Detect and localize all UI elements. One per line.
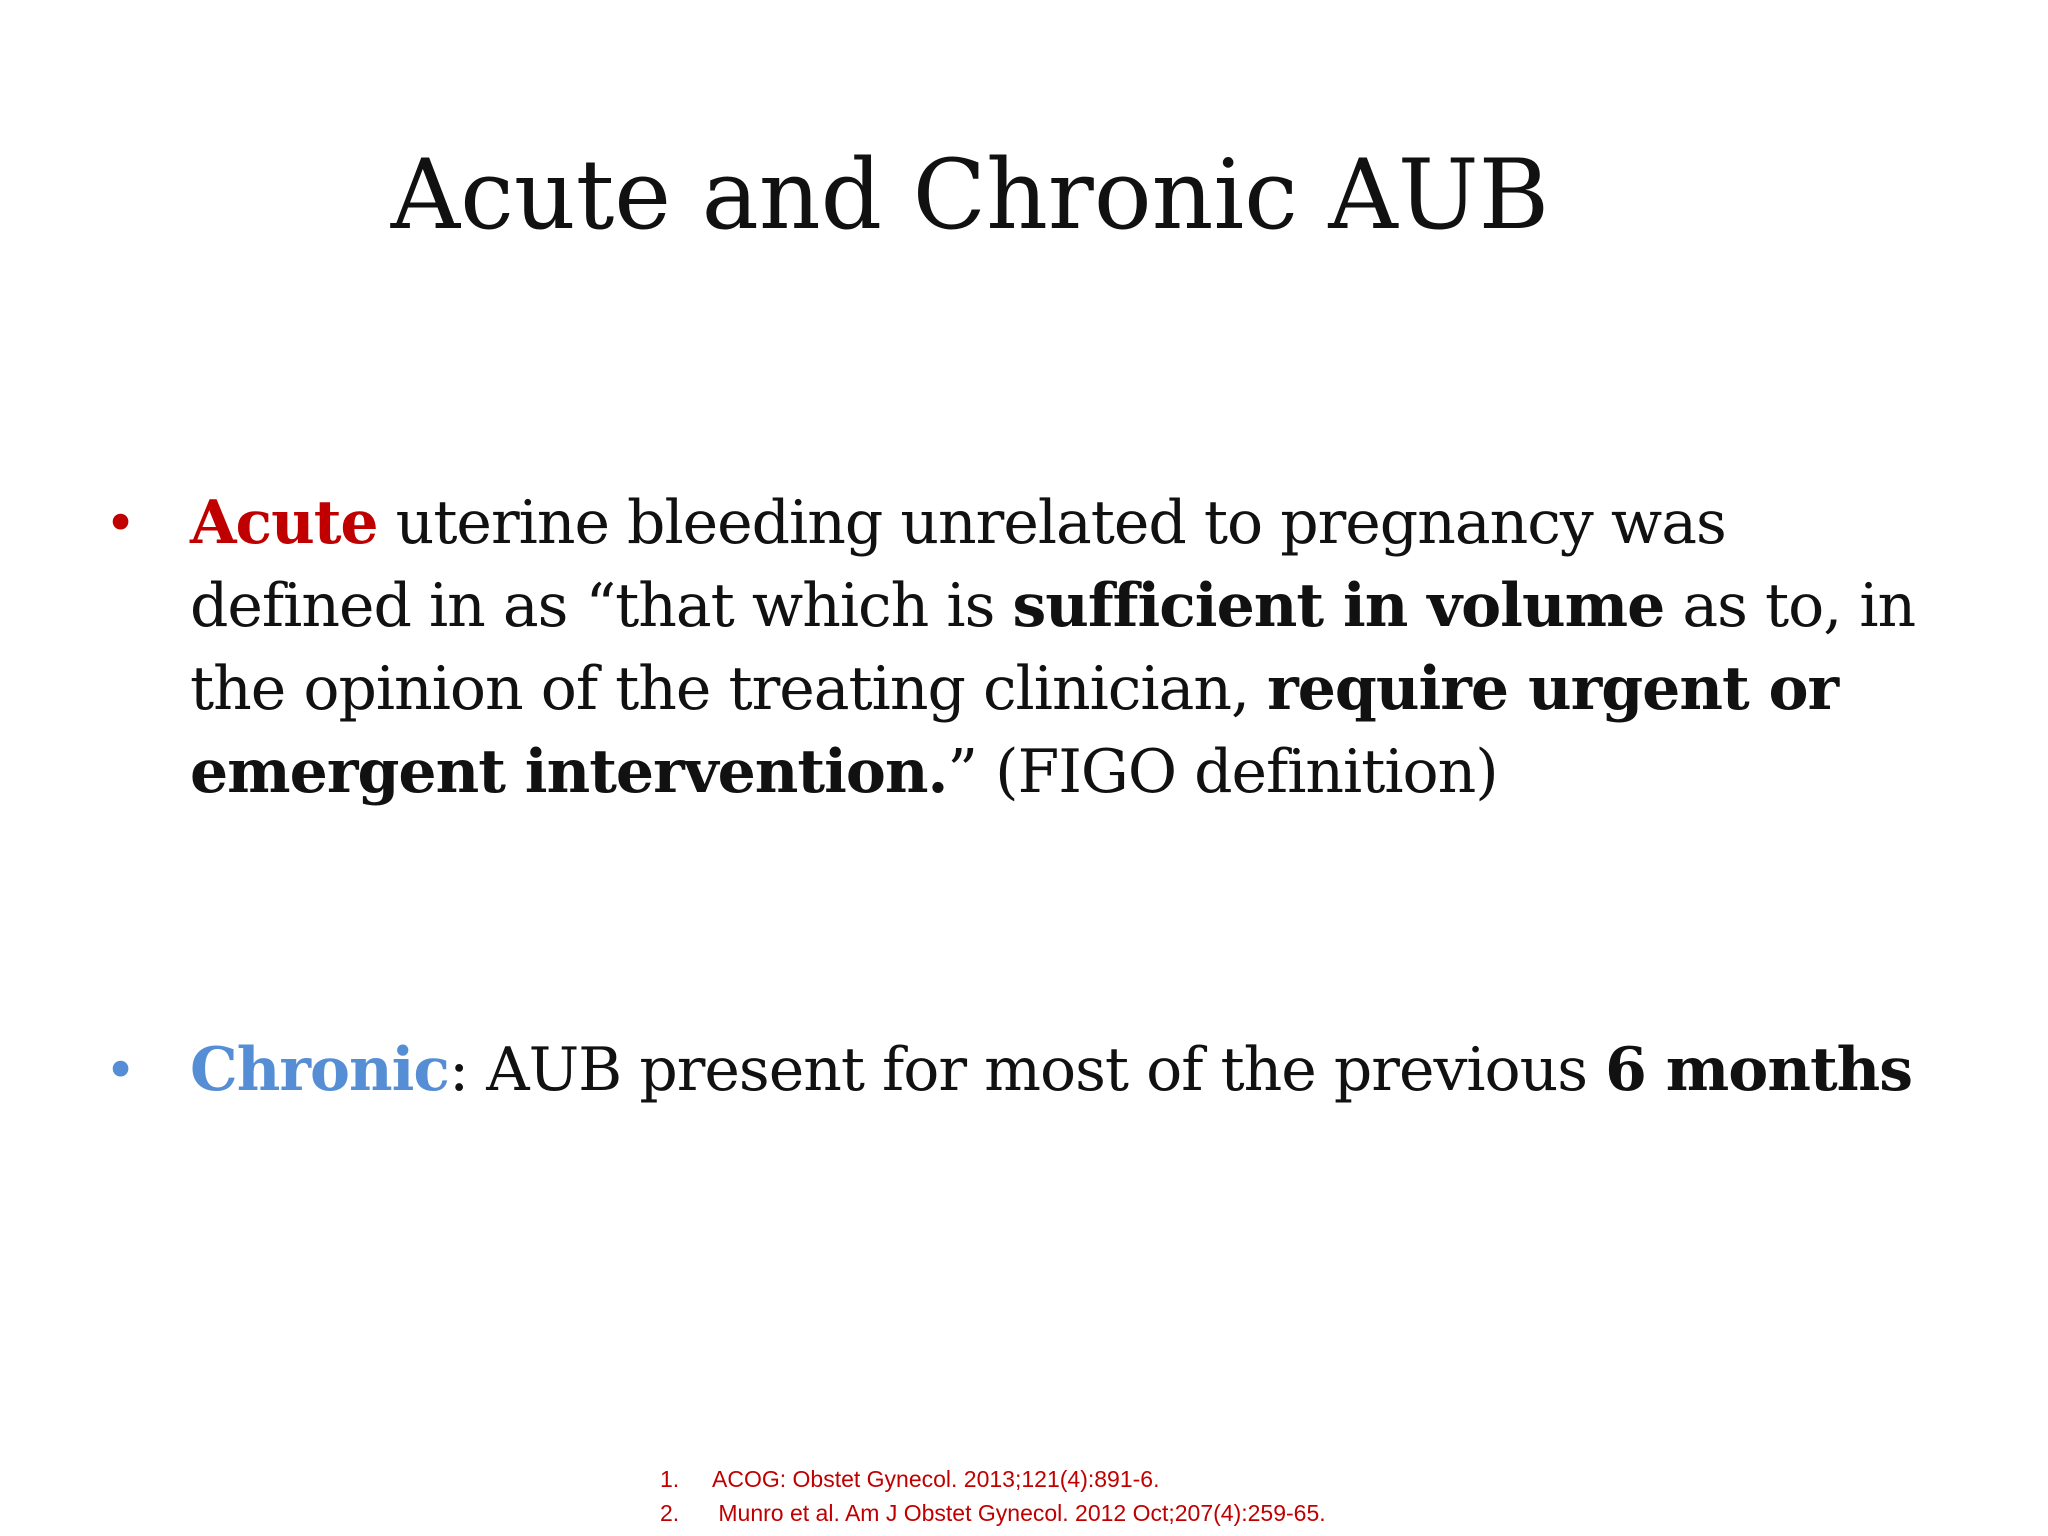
slide-title: Acute and Chronic AUB bbox=[390, 139, 1550, 251]
keyword-chronic: Chronic bbox=[190, 1035, 449, 1105]
bullet-acute-text-1: uterine bleeding unrelated to pregnancy was defined in as “that which is bbox=[190, 488, 1726, 641]
reference-text: ACOG: Obstet Gynecol. 2013;121(4):891-6. bbox=[712, 1466, 1160, 1492]
bullet-chronic bbox=[100, 1029, 1920, 1112]
bullet-chronic-text-1: : AUB present for most of the previous bbox=[448, 1035, 1606, 1105]
reference-number: 2. bbox=[660, 1500, 680, 1526]
reference-item bbox=[660, 1462, 1326, 1496]
references-list bbox=[660, 1462, 1326, 1530]
bullet-acute-bold-1: sufficient in volume bbox=[1012, 571, 1665, 641]
bullet-chronic-bold-1: 6 months bbox=[1605, 1035, 1913, 1105]
bullet-acute-bold-2: require urgent or emergent intervention. bbox=[190, 654, 1839, 807]
bullet-dot-icon: • bbox=[104, 492, 136, 555]
bullet-list-acute bbox=[100, 482, 1920, 814]
bullet-list-chronic bbox=[100, 1029, 1920, 1112]
bullet-acute-text-3: ” (FIGO definition) bbox=[947, 737, 1498, 807]
bullet-acute-text-2: as to, in the opinion of the treating clinician, bbox=[190, 571, 1916, 724]
reference-number: 1. bbox=[660, 1466, 680, 1492]
bullet-dot-icon: • bbox=[104, 1039, 136, 1102]
keyword-acute: Acute bbox=[190, 488, 378, 558]
reference-text: Munro et al. Am J Obstet Gynecol. 2012 Oct;207(4):259-65. bbox=[712, 1500, 1326, 1526]
reference-item bbox=[660, 1496, 1326, 1530]
bullet-acute bbox=[100, 482, 1920, 814]
